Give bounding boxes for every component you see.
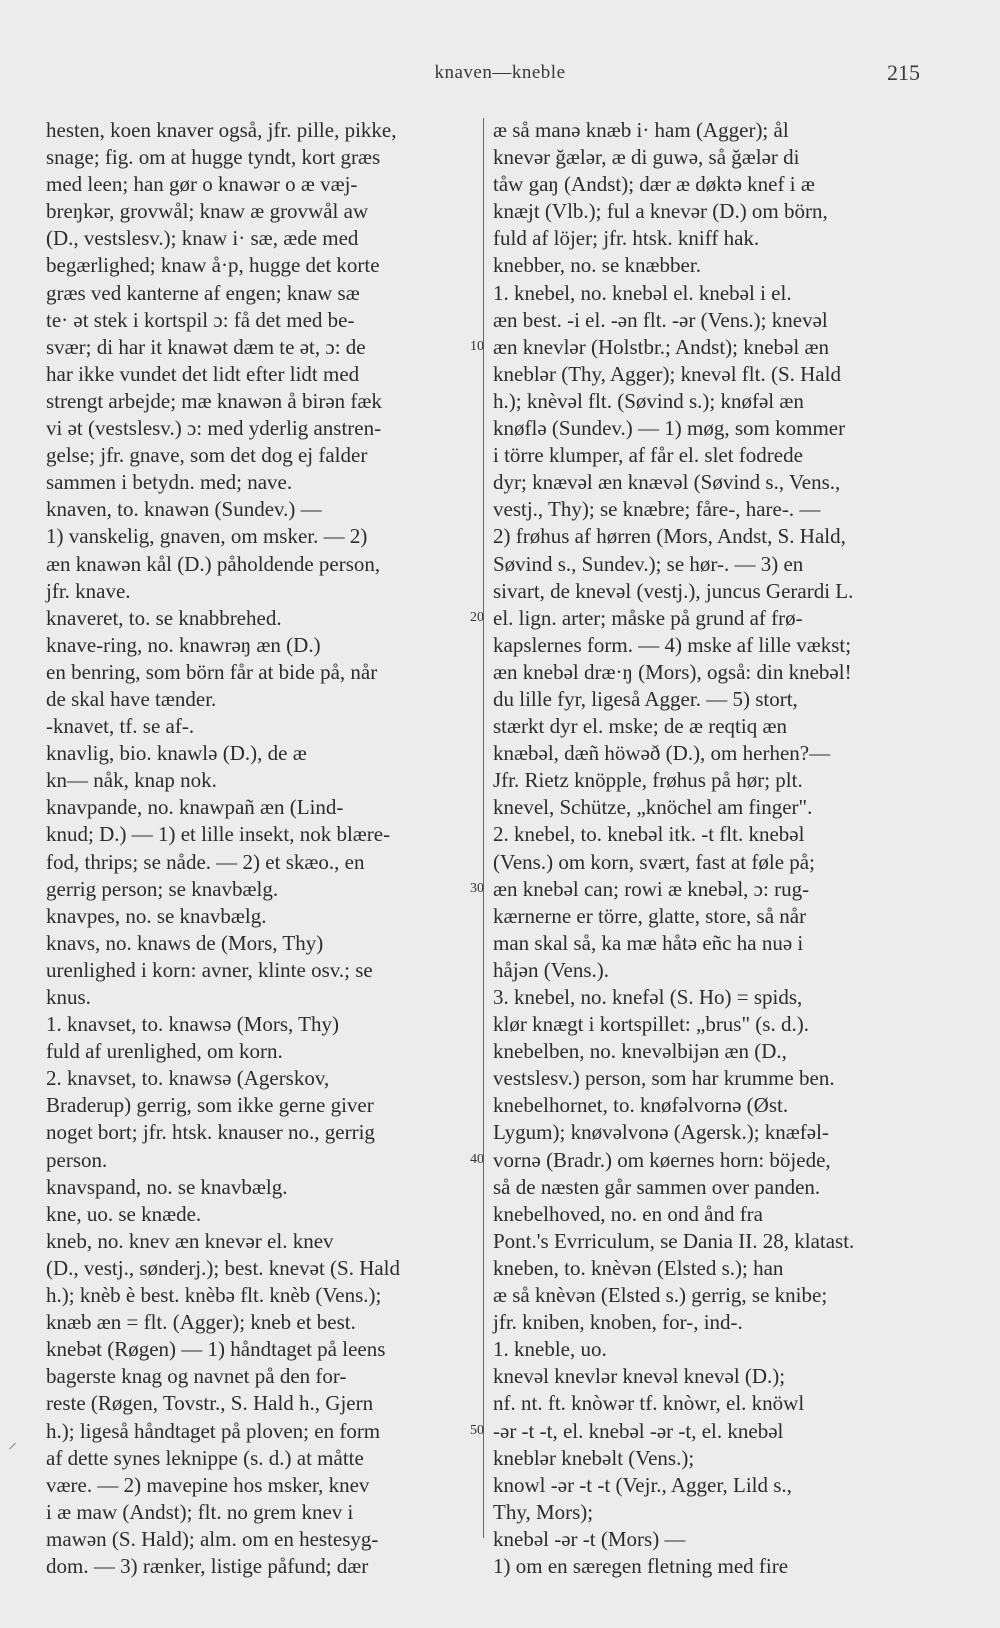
text-line: svær; di har it knawət dæm te ət, ɔ: de (46, 334, 366, 359)
text-line: Jfr. Rietz knöpple, frøhus på hør; plt. (493, 768, 803, 793)
text-line: kne, uo. se knæde. (46, 1201, 202, 1226)
line-number: 40 (470, 1152, 484, 1167)
text-line: 2) frøhus af hørren (Mors, Andst, S. Hald, (493, 524, 846, 549)
text-line: dyr; knævəl æn knævəl (Søvind s., Vens., (493, 470, 841, 495)
text-line: h.); knèvəl flt. (Søvind s.); knøfəl æn (493, 388, 804, 413)
text-line: 1. kneble, uo. (493, 1337, 607, 1362)
text-line: strengt arbejde; mæ knawən å birən fæk (46, 388, 382, 413)
text-line: i törre klumper, af får el. slet fodrede (493, 443, 803, 468)
text-line: (D., vestj., sønderj.); best. knevət (S. Hald (46, 1255, 401, 1280)
text-line: h.); knèb è best. knèbə flt. knèb (Vens.); (46, 1283, 382, 1308)
text-line: h.); ligeså håndtaget på ploven; en form (46, 1418, 381, 1443)
text-line: knebber, no. se knæbber. (493, 253, 701, 278)
text-line: så de næsten går sammen over panden. (493, 1174, 821, 1199)
text-line: græs ved kanterne af engen; knaw sæ (46, 280, 360, 305)
text-line: vestslesv.) person, som har krumme ben. (493, 1066, 835, 1091)
text-line: person. (46, 1147, 108, 1172)
text-line: 3. knebel, no. knefəl (S. Ho) = spids, (493, 985, 803, 1009)
text-line: kærnerne er törre, glatte, store, så når (493, 903, 807, 928)
text-line: æn knawən kål (D.) påholdende person, (46, 551, 381, 576)
right-column (493, 117, 923, 1580)
text-line: knavpande, no. knawpañ æn (Lind- (46, 795, 344, 820)
text-line: 1) vanskelig, gnaven, om msker. — 2) (46, 524, 368, 549)
text-line: kn— nåk, knap nok. (46, 768, 217, 793)
text-line: har ikke vundet det lidt efter lidt med (46, 361, 360, 386)
text-line: kneblər (Thy, Agger); knevəl flt. (S. Hald (493, 361, 841, 386)
text-line: knavlig, bio. knawlə (D.), de æ (46, 741, 307, 766)
text-line: knebelben, no. knevəlbijən æn (D., (493, 1039, 787, 1064)
left-column (46, 117, 476, 1580)
column-divider (483, 118, 484, 1538)
text-line: te· ət stek i kortspil ɔ: få det med be- (46, 307, 355, 332)
text-line: Thy, Mors); (493, 1499, 594, 1524)
text-line: fod, thrips; se nåde. — 2) et skæo., en (46, 849, 365, 874)
text-line: knevəl knevlər knevəl knevəl (D.); (493, 1364, 786, 1389)
line-number: 30 (470, 881, 484, 896)
text-line: knud; D.) — 1) et lille insekt, nok blære- (46, 822, 391, 847)
text-line: kneb, no. knev æn knevər el. knev (46, 1228, 334, 1253)
text-line: Søvind s., Sundev.); se hør-. — 3) en (493, 551, 804, 576)
text-line: tåw gaŋ (Andst); dær æ døktə knef i æ (493, 172, 815, 197)
text-line: noget bort; jfr. htsk. knauser no., gerrig (46, 1120, 375, 1145)
text-line: (D., vestslesv.); knaw i· sæ, æde med (46, 226, 359, 251)
text-line: 1. knavset, to. knawsə (Mors, Thy) (46, 1012, 339, 1037)
text-line: klør knægt i kortspillet: „brus" (s. d.). (493, 1012, 809, 1037)
running-head: knaven—kneble (434, 62, 566, 83)
text-line: i æ maw (Andst); flt. no grem knev i (46, 1499, 354, 1524)
text-line: dom. — 3) rænker, listige påfund; dær (46, 1553, 369, 1578)
text-line: 1. knebel, no. knebəl el. knebəl i el. (493, 280, 792, 305)
text-line: nf. nt. ft. knòwər tf. knòwr, el. knöwl (493, 1391, 805, 1416)
text-line: 2. knebel, to. knebəl itk. -t flt. knebəl (493, 822, 805, 847)
text-line: gerrig person; se knavbælg. (46, 876, 279, 901)
text-line: el. lign. arter; måske på grund af frø- (493, 605, 803, 630)
stray-mark: ⸝ (8, 1432, 17, 1452)
text-line: knaven, to. knawən (Sundev.) — (46, 497, 322, 522)
text-line: knavpes, no. se knavbælg. (46, 903, 267, 928)
text-line: man skal så, ka mæ håtə eñc ha nuə i (493, 930, 804, 955)
text-line: være. — 2) mavepine hos msker, knev (46, 1472, 370, 1497)
text-line: Pont.'s Evrriculum, se Dania II. 28, klatast. (493, 1228, 855, 1253)
text-line: knebəl -ər -t (Mors) — (493, 1526, 686, 1551)
text-line: kapslernes form. — 4) mske af lille vækst; (493, 632, 852, 657)
text-line: knevər ğælər, æ di guwə, så ğælər di (493, 145, 800, 170)
text-line: kneblər knebəlt (Vens.); (493, 1445, 695, 1470)
text-line: Braderup) gerrig, som ikke gerne giver (46, 1093, 374, 1118)
text-line: 1) om en særegen fletning med fire (493, 1553, 789, 1578)
text-line: knæb æn = flt. (Agger); kneb et best. (46, 1310, 356, 1335)
text-line: vi ət (vestslesv.) ɔ: med yderlig anstren- (46, 416, 382, 441)
text-line: knus. (46, 985, 91, 1009)
text-line: knebelhoved, no. en ond ånd fra (493, 1201, 763, 1226)
text-line: knavs, no. knaws de (Mors, Thy) (46, 930, 324, 955)
text-line: æn knebəl can; rowi æ knebəl, ɔ: rug- (493, 876, 810, 901)
line-number: 50 (470, 1423, 484, 1438)
text-line: æ så manə knæb i· ham (Agger); ål (493, 118, 789, 142)
text-line: knebelhornet, to. knøfəlvornə (Øst. (493, 1093, 789, 1118)
text-line: knaveret, to. se knabbrehed. (46, 605, 282, 630)
text-line: gelse; jfr. gnave, som det dog ej falder (46, 443, 368, 468)
text-line: bagerste knag og navnet på den for- (46, 1364, 347, 1389)
text-line: -knavet, tf. se af-. (46, 714, 195, 739)
text-line: knave-ring, no. knawrəŋ æn (D.) (46, 632, 321, 657)
text-line: 2. knavset, to. knawsə (Agerskov, (46, 1066, 330, 1091)
text-line: knæbəl, dæñ höwəð (D.), om herhen?— (493, 741, 831, 766)
text-line: jfr. knave. (46, 578, 131, 603)
text-line: æn knebəl dræ·ŋ (Mors), også: din knebəl! (493, 659, 852, 684)
text-line: kneben, to. knèvən (Elsted s.); han (493, 1255, 784, 1280)
text-line: af dette synes leknippe (s. d.) at måtte (46, 1445, 364, 1470)
text-line: jfr. kniben, knoben, for-, ind-. (493, 1310, 743, 1335)
text-line: håjən (Vens.). (493, 957, 610, 982)
line-number: 10 (470, 339, 484, 354)
text-line: knøflə (Sundev.) — 1) møg, som kommer (493, 416, 846, 441)
text-line: hesten, koen knaver også, jfr. pille, pikke, (46, 118, 397, 142)
text-line: vornə (Bradr.) om køernes horn: böjede, (493, 1147, 831, 1172)
text-line: snage; fig. om at hugge tyndt, kort græs (46, 145, 381, 170)
text-line: fuld af urenlighed, om korn. (46, 1039, 283, 1064)
page-header (0, 52, 1000, 92)
text-line: æn knevlər (Holstbr.; Andst); knebəl æn (493, 334, 829, 359)
text-line: vestj., Thy); se knæbre; fåre-, hare-. — (493, 497, 821, 522)
text-line: -ər -t -t, el. knebəl -ər -t, el. knebəl (493, 1418, 784, 1443)
text-line: reste (Røgen, Tovstr., S. Hald h., Gjern (46, 1391, 374, 1416)
text-line: begærlighed; knaw å·p, hugge det korte (46, 253, 380, 278)
text-line: du lille fyr, ligeså Agger. — 5) stort, (493, 686, 798, 711)
text-line: (Vens.) om korn, svært, fast at føle på; (493, 849, 815, 874)
text-line: sivart, de knevəl (vestj.), juncus Gerardi L. (493, 578, 854, 603)
text-line: de skal have tænder. (46, 686, 217, 711)
text-line: med leen; han gør o knawər o æ væj- (46, 172, 358, 197)
text-line: urenlighed i korn: avner, klinte osv.; se (46, 957, 373, 982)
text-line: Lygum); knøvəlvonə (Agersk.); knæfəl- (493, 1120, 829, 1145)
text-line: sammen i betydn. med; nave. (46, 470, 293, 495)
text-line: en benring, som börn får at bide på, når (46, 659, 378, 684)
text-line: knowl -ər -t -t (Vejr., Agger, Lild s., (493, 1472, 792, 1497)
text-line: mawən (S. Hald); alm. om en hestesyg- (46, 1526, 379, 1551)
text-line: knæjt (Vlb.); ful a knevər (D.) om börn, (493, 199, 828, 224)
text-line: æn best. -i el. -ən flt. -ər (Vens.); knevəl (493, 307, 828, 332)
text-line: æ så knèvən (Elsted s.) gerrig, se knibe; (493, 1283, 828, 1308)
page-number: 215 (887, 60, 920, 85)
text-line: fuld af löjer; jfr. htsk. kniff hak. (493, 226, 760, 251)
text-line: knebət (Røgen) — 1) håndtaget på leens (46, 1337, 386, 1362)
line-number: 20 (470, 610, 484, 625)
text-line: stærkt dyr el. mske; de æ reqtiq æn (493, 714, 787, 739)
text-line: knavspand, no. se knavbælg. (46, 1174, 288, 1199)
text-line: knevel, Schütze, „knöchel am finger". (493, 795, 813, 820)
text-line: breŋkər, grovwål; knaw æ grovwål aw (46, 199, 369, 224)
